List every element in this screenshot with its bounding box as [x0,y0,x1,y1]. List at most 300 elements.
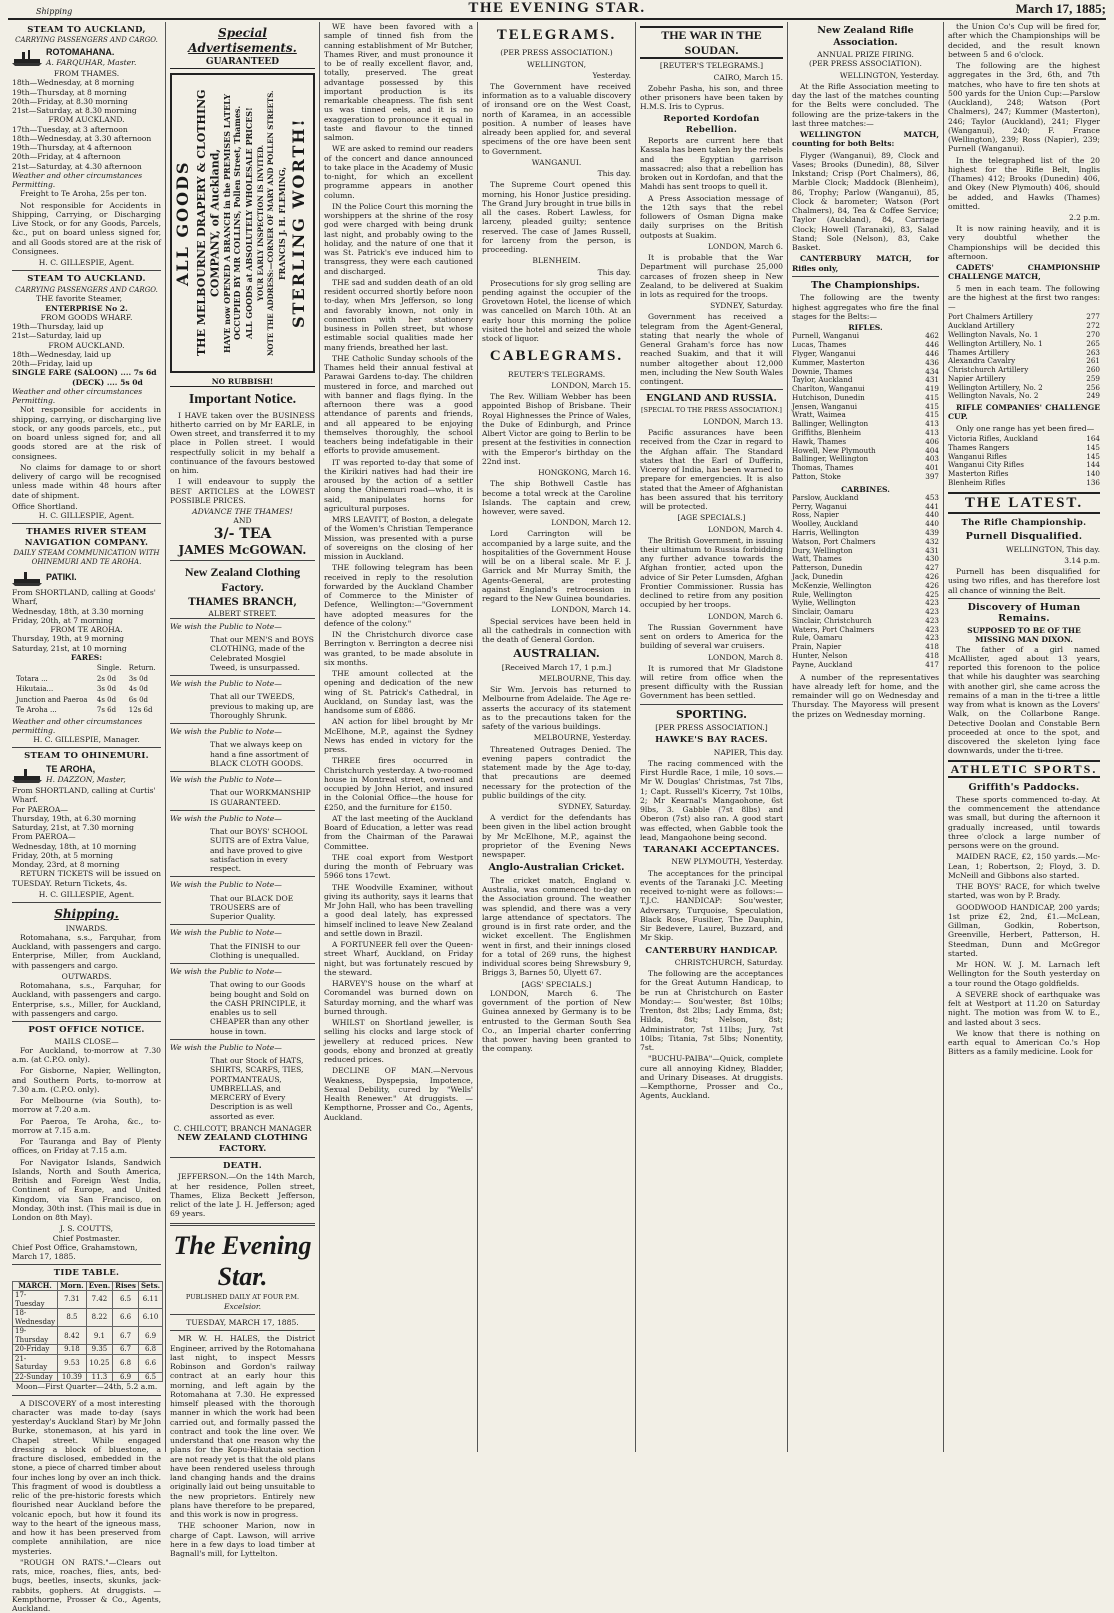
auckland-line: 19th—Thursday, at 4 afternoon [12,143,132,153]
from-auckland-heading: FROM AUCKLAND. [48,115,125,125]
auckland-subheading: CARRYING PASSENGERS AND CARGO. [15,36,158,45]
issue-date: TUESDAY, MARCH 17, 1885. [186,1318,299,1328]
dateline: WANGANUI. [531,157,582,167]
dateline-when: Yesterday. [592,70,631,80]
telegram-text: The Supreme Court opened this morning, his Honor Justice presiding. The Grand Jury brought in true bills in all the cases. Robert Lawless, for larceny, pleaded guilty; sentence reserved. The case of James Russell, for larceny from the person, is proceeding. [482,180,631,255]
tide-header-row: MARCH. Morn. Even. Rises Sets. [13,1281,163,1291]
tea-label: 3/- TEA [213,525,272,542]
column-1 [8,22,166,1613]
local-paragraph: IN the Christchurch divorce case Berrington v. Berrington a decree nisi was granted, to be made absolute in six months. [324,630,473,667]
larnach-text: Mr HON. W. J. M. Larnach left Wellington for the South yesterday on a tour round the Otago goldfields. [948,960,1100,988]
score-row: Hutchison, Dunedin 415 [792,392,939,402]
steamship-icon [12,568,42,586]
thames-line: 18th—Wednesday, at 8 morning [12,78,135,88]
te-aroha-line: Wednesday, 18th, at 10 morning [12,841,137,851]
local-paragraph: THE amount collected at the opening and dedication of the new wing of St. Patrick's Cathedral, in Auckland, on Sunday last, was the handsome sum of £886. [324,669,473,715]
company-row: Blenheim Rifles 136 [948,477,1100,487]
shipping-heading: Shipping. [54,907,119,922]
fares-row: Hikutaia... 3s 0d 4s 0d [16,685,149,694]
local-paragraph: THE coal export from Westport during the month of February was 5966 tons 17cwt. [324,852,473,881]
column-4 [478,22,636,1452]
vertical-line: THE MELBOURNE DRAPERY & CLOTHING COMPANY, of Auckland, [194,89,221,357]
enterprise-auckland-heading: FROM AUCKLAND. [48,340,125,350]
post-heading: POST OFFICE NOTICE. [28,1025,145,1036]
score-row: Griffiths, Blenheim 413 [792,427,939,437]
tide-heading: TIDE TABLE. [53,1268,120,1279]
team-row: Wellington Artillery, No. 1 265 [948,338,1100,348]
steamship-icon [12,765,42,783]
score-row: Hunter, Nelson 418 [792,650,939,660]
vertical-line: ALL GOODS at ABSOLUTELY WHOLESALE PRICES! [243,107,254,340]
advance-thames: ADVANCE THE THAMES! [192,507,293,517]
score-row: Ballinger, Wellington 413 [792,419,939,429]
fares-header-row: Single. Return. [96,664,156,673]
te-aroha-line: From PAEROA— [12,832,76,842]
cable-text: Lord Carrington will be accompanied by a large suite, and the hospitalities of the Government House will be on a liberal scale. Mr F. J. Garrick and Mr Murray Smith, the Agents-General, are protesting against England's retrocession in regard to the New Guinea boundaries. [482,529,631,604]
aus-text: Sir Wm. Jervois has returned to Melbourne from Adelaide. The Age re-asserts the accuracy of its statement as to the precautions taken for the safety of the various buildings. [482,685,631,732]
company-row: Wanganui Rifles 145 [948,451,1100,461]
motto: Excelsior. [223,1301,262,1311]
canterbury-text: The following are the acceptances for the Great Autumn Handicap, to be run at Christchurch on Easter Monday:— Sou'wester, 8st 10lbs; Trenton, 8st 2lbs; Lady Emma, 8st; Hilda, 8st; Nelson, 8st; Administrator, 7st 11lbs; Jury, 7st 10lbs; Titania, 7st 5lbs; Nonentity, 7st. [640,969,783,1053]
note-item: We wish the Public to Note— That all our TWEEDS, previous to making up, are Thoroughly Shrunk. [170,675,315,723]
match-text: Flyger (Wanganui), 89, Clock and Vases; Brooks (Dunedin), 88, Silver Inkstand; Crisp (Port Chalmers), 86, Marble Clock; Maddock (Blenheim), 86, Trophy; Parlow (Wanganui), 85, Clock & barometer; Watson (Port Chalmers), 84, Tea & Coffee Service; Taylor (Auckland), 84, Carriage Clock; Howell (Taranaki), 83, Salad Stand; Sole (Nelson), 83, Cake Basket. [792,150,939,253]
weather-note: Weather and other circumstances Permitting. [12,170,143,190]
steamship-icon [12,48,42,66]
auckland-line: 20th—Friday, at 4 afternoon [12,152,121,162]
agents-heading: [AGS' SPECIALS.] [521,979,592,989]
important-notice-heading: Important Notice. [188,392,297,408]
auckland-heading: STEAM TO AUCKLAND, [27,25,146,35]
telegrams-heading: TELEGRAMS. [496,27,617,43]
telegram-text: The Government have received information as to a valuable discovery of ironsand ore on the West Coast, north of Karamea, in an accessible position. A number of leases have already been applied for, and several specimens of the ore have been sent to Government. [482,81,631,156]
tide-row: 19-Thursday 8.42 9.1 6.7 6.9 [13,1327,163,1345]
outwards-heading: OUTWARDS. [61,971,112,981]
fares-row: Te Aroha ... 7s 6d 12s 6d [16,706,153,715]
rifle-companies-list [948,435,1100,488]
te-aroha-line: Thursday, 19th, at 6.30 morning [12,813,137,823]
local-paragraph: A FORTUNEER fell over the Queen-street Wharf, Auckland, on Friday night, but was fortunately rescued by the steward. [324,940,473,977]
column-5 [636,22,788,1452]
goods-wharf-heading: FROM GOODS WHARF. [40,312,133,322]
enterprise-intro: THE favorite Steamer, [36,294,123,304]
cable-text: The ship Bothwell Castle has become a total wreck at the Caroline Islands. The captain and crew, however, were saved. [482,479,631,517]
inwards-text: Rotomahana, s.s., Farquhar, from Auckland, with passengers and cargo. Enterprise, Miller, from Auckland, with passengers and cargo. [12,932,161,970]
thames-line: 21st—Saturday, at 8.30 morning [12,106,137,116]
team-row: Alexandra Cavalry 261 [948,356,1100,366]
purnell-text: Purnell has been disqualified for using two rifles, and has therefore lost all chance of winning the Belt. [948,567,1100,595]
team-row: Wellington Navals, No. 1 270 [948,329,1100,339]
score-row: Perry, Waganui 441 [792,501,939,511]
post-line: For Navigator Islands, Sandwich Islands, North and South America, British and Foreign West India, Continent of Europe, and United Kingdom, via San Francisco, on Monday, 30th inst. (This mail is due in London on 8th May). [12,1157,161,1222]
navco-subheading: DAILY STEAM COMMUNICATION WITH OHINEMURI AND TE AROHA. [13,548,160,566]
score-row: Rule, Oamaru 423 [792,633,939,643]
melbourne-drapery-advert [170,73,315,373]
dateline: LONDON, March 14. [551,605,631,615]
enterprise-weather: Weather and other circumstances Permitting. [12,386,143,405]
canterbury-match: CANTERBURY MATCH, for Rifles only, [792,254,939,273]
sporting-heading: SPORTING. [676,707,747,721]
dateline: MELBOURNE, This day. [538,673,631,683]
kordofan-text: Reports are current here that Kassala has been taken by the rebels and the Egyptian garrison massacred; also that a rebellion has broken out in Kordofan, and that the Mahdi has sent troops to quell it. [640,136,783,192]
dateline: BLENHEIM. [532,256,581,266]
te-aroha-from: From SHORTLAND, calling at Curtis' Wharf. [12,786,156,805]
special-adverts-heading: Special Advertisements. [188,26,297,55]
score-row: Wylie, Wellington 423 [792,598,939,608]
vertical-line: STERLING WORTH! [289,117,309,329]
griffith-heading: Griffith's Paddocks. [968,782,1080,794]
score-row: Jack, Dunedin 426 [792,571,939,581]
company-row: Thames Rangers 145 [948,442,1100,452]
nzcf-footer: NEW ZEALAND CLOTHING FACTORY. [177,1133,308,1154]
earthquake-text: A SEVERE shock of earthquake was felt at Westport at 11.20 on Saturday night. The motion was from W. to E., and lasted about 3 secs. [948,989,1100,1027]
london8-text: It is rumored that Mr Gladstone will retire from office when the present difficulty with the Russian Government has been settled. [640,663,783,701]
patiki-line: Friday, 20th, at 7 morning [12,615,113,625]
aus-text: Threatened Outrages Denied. The evening papers contradict the statement made by the Age to-day, that precautions are deemed necessary for the protection of the public buildings of the city. [482,744,631,800]
vertical-line: FRANCIS J. H. FLEMING, [276,166,287,280]
team-row: Wellington Artillery, No. 2 256 [948,382,1100,392]
column-2 [166,22,320,1559]
note-item: We wish the Public to Note— That we always keep on hand a fine assortment of BLACK CLOTH GOODS. [170,723,315,771]
rifle-championship-heading: The Rifle Championship. [961,517,1087,528]
rifle-intro: At the Rifle Association meeting to day the last of the matches counting for the Belts were concluded. The following are the prize-takers in the last three matches:— [792,81,939,128]
russia-sub: [SPECIAL TO THE PRESS ASSOCIATION.] [641,405,782,414]
score-row: McKenzie, Wellington 426 [792,580,939,590]
steam2-heading: STEAM TO AUCKLAND. [27,274,146,285]
carbines-heading: CARBINES. [841,484,890,494]
score-row: Ballinger, Wellington 403 [792,454,939,464]
tide-row: 22-Sunday 10.39 11.3 6.9 6.5 [13,1372,163,1382]
team-row: Thames Artillery 263 [948,347,1100,357]
press-association: (PER PRESS ASSOCIATION.) [500,48,613,58]
single-fare-deck: (DECK) .... 5s 0d [72,377,143,387]
company-row: Masterton Rifles 140 [948,469,1100,479]
score-row: Downie, Thames 434 [792,366,939,376]
championships-heading: The Championships. [811,279,920,291]
team-row: Auckland Artillery 272 [948,321,1100,331]
dateline: LONDON, March 6. [707,241,783,251]
auckland-line: 17th—Tuesday, at 3 afternoon [12,124,128,134]
te-aroha-line: Saturday, 21st, at 7.30 morning [12,823,135,833]
newspaper-page [8,22,1108,1613]
vertical-line: ALL GOODS [173,160,192,286]
tide-row: 20-Friday 9.18 9.35 6.7 6.8 [13,1345,163,1355]
score-row: Woolley, Auckland 440 [792,519,939,529]
discovery-article: A DISCOVERY of a most interesting character was made to-day (says yesterday's Auckland Star) by Mr John Burke, stonemason, at his yard in Chapel street. While engaged dressing a block of bluestone, a fracture disclosed, embedded in the stone, a piece of charred timber about four inches long by over an inch thick. This fragment of wood is doubtless a relic of the pre-historic forests which flourished near Auckland before the volcanic epoch, but how it found its way to the heart of the igneous mass, and how it has been preserved from complete annihilation, are nice mysteries. [12,1398,161,1556]
post-sign2: Chief Postmaster. [52,1233,121,1243]
cairo-text: Zobehr Pasha, his son, and three other prisoners have been taken by H.M.S. Iris to Cyprus. [640,83,783,112]
ship-advert-rotomahana [12,47,161,67]
dateline: NEW PLYMOUTH, Yesterday. [671,857,783,867]
cable-text: The Rev. William Webber has been appointed Bishop of Brisbane. Their Royal Highnesses the Prince of Wales, the Duke of Edinburgh, and Prince Albert Victor are going to Berlin to be present at the festivities in connection with the Emperor's birthday on the 22nd inst. [482,392,631,466]
cablegrams-heading: CABLEGRAMS. [489,348,624,365]
patiki-line: Thursday, 19th, at 9 morning [12,634,125,644]
dateline: MELBOURNE, Yesterday. [533,733,631,743]
local-paragraph: WHILST on Shortland jeweller, is selling his clocks and large stock of jewellery at reduced prices. New goods, ebony and bronzed at greatly reduced prices. [324,1018,473,1064]
enterprise-claims: No claims for damage to or short delivery of cargo will be recognised unless made within 48 hours after date of shipment. [12,462,161,500]
important-notice-text2: I will endeavour to supply the BEST ARTICLES at the LOWEST POSSIBLE PRICES. [170,477,315,505]
score-row: Rule, Wellington 425 [792,589,939,599]
dateline: WELLINGTON, Yesterday. [839,70,939,80]
dateline: HONGKONG, March 16. [538,468,631,478]
fares-row: Totara ... 2s 0d 3s 0d [16,674,149,683]
dateline: WELLINGTON, [526,59,586,69]
ship-advert-patiki [12,568,161,586]
albert-street: ALBERT STREET. [208,608,277,618]
agent-sign: H. C. GILLESPIE, Agent. [38,258,135,268]
masthead [8,2,1106,20]
te-aroha-return: RETURN TICKETS will be issued on TUESDAY. Return Tickets, 4s. [12,869,161,888]
goods-line: 21st—Saturday, laid up [12,331,102,341]
post-line: For Melbourne (via South), to-morrow at 7.20 a.m. [12,1096,161,1115]
navco-heading: THAMES RIVER STEAM NAVIGATION COMPANY. [24,527,149,548]
rifles-heading: RIFLES. [848,323,883,333]
enterprise-agent: H. C. GILLESPIE, Agent. [38,511,135,520]
fares-agent: H. C. GILLESPIE, Manager. [33,735,140,745]
post-office: Chief Post Office, Grahamstown, March 17, 1885. [12,1242,138,1261]
fares-table [12,662,161,717]
score-row: Watson, Port Chalmers 432 [792,536,939,546]
score-row: Taylor, Auckland 431 [792,375,939,385]
rats-advert: "ROUGH ON RATS."—Clears out rats, mice, roaches, flies, ants, bed-bugs, beetles, insects, skunks, jack-rabbits, gophers. At druggists. — Kempthorne, Prosser & Co., Agents, Auckland. [12,1557,161,1613]
auckland-line: 21st—Saturday, at 4.30 afternoon [12,161,142,171]
ship-advert-te-aroha [12,764,161,784]
post-line: For Gisborne, Napier, Wellington, and Southern Ports, to-morrow at 7.30 a.m. (C.P.O. only). [12,1066,161,1094]
telegram-text: Prosecutions for sly grog selling are pending against the occupier of the Grovetown Hotel, the license of which was cancelled on March 10th. At an early hour this morning the police visited the hotel and seized the whole stock of liquor. [482,278,631,344]
score-row: Howell, New Plymouth 404 [792,445,939,455]
remains-text: The father of a girl named McAllister, aged about 13 years, reported this forenoon to the police that while his daughter was searching with another girl, she came across the remains of a man in the ti-tree a little way from what is known as the Lovers' Walk, on the Collarbone Range. Detective Doolan and Constable Bern proceeded at once to the spot, and discovered the skeleton lying face downwards, under the ti-tree. [948,644,1100,756]
score-row: Lucas, Thames 446 [792,340,939,350]
paper-title: THE EVENING STAR. [468,0,646,16]
te-aroha-line: Monday, 23rd, at 8 morning [12,860,120,870]
company-row: Wanganui City Rifles 144 [948,460,1100,470]
published-daily: PUBLISHED DAILY AT FOUR P.M. [185,1292,300,1301]
score-row: Payne, Auckland 417 [792,659,939,669]
column-7 [944,22,1104,1452]
dateline-when: This day. [597,267,631,277]
cadets-heading: CADETS' CHAMPIONSHIP CHALLENGE MATCH, [948,263,1100,282]
score-row: Flyger, Wanganui 446 [792,348,939,358]
death-notice: JEFFERSON.—On the 14th March, at her residence, Pollen street, Thames, Eliza Beckett Jefferson, relict of the late J. H. Jefferson; aged 69 years. [170,1172,315,1219]
sydney-text: Government has received a telegram from the Agent-General, stating that nearly the whole of General Graham's force has now reached Suakim, and that it will number altogether about 12,000 men, including the New South Wales contingent. [640,312,783,387]
from-thames-heading: FROM THAMES. [53,69,120,79]
boys-race: THE BOYS' RACE, for which twelve started, was won by P. Brady. [948,882,1100,901]
local-paragraph: THE sad and sudden death of an old resident occurred shortly before noon to-day, when Mrs Jefferson, so long and favorably known, not only in connection with her stationery business in Pollen street, but whose estimable social qualities made her many friends, breathed her last. [324,277,473,352]
taranaki-heading: TARANAKI ACCEPTANCES. [643,845,780,856]
note-item: We wish the Public to Note— That our BOYS' SCHOOL SUITS are of Extra Value, and have proved to give satisfaction in every respect. [170,810,315,877]
age-specials: [AGE SPECIALS.] [677,513,746,523]
latest-heading: THE LATEST. [948,492,1100,514]
local-paragraph: AT the last meeting of the Auckland Board of Education, a letter was read from the Chairman of the Parawai Committee. [324,813,473,851]
tide-moon: Moon—First Quarter—24th, 5.2 a.m. [15,1382,158,1392]
remains-heading: Discovery of Human Remains. [967,601,1081,625]
score-row: Harris, Wellington 439 [792,528,939,538]
te-aroha-agent: H. C. GILLESPIE, Agent. [38,889,135,899]
note-item: We wish the Public to Note— That our MEN'S and BOYS CLOTHING, made of the Celebrated Mosgiel Tweed, is unsurpassed. [170,618,315,675]
racing-text: The racing commenced with the First Hurdle Race, 1 mile, 10 sovs.—Mr W. Douglas' Christmas, 7st 7lbs, 1; Capt. Russell's Kicerry, 7st 10lbs, 2; Mr Kearnal's Mangaohone, 6st 9lbs, 3. Gabble (7st 8lbs) and Oberon (7st) also ran. A good start was effected, when Gabble took the lead, Mangaohone being second. [640,758,783,842]
press-text: A Press Association message of the 12th says that the rebel followers of Osman Digna make daily surprises on the British outposts at Suakim. [640,193,783,240]
team-row: Wellington Navals, No. 2 249 [948,391,1100,401]
local-paragraph: MRS LEAVITT, of Boston, a delegate of the Women's Christian Temperance Mission, was presented with a purse of sovereigns on the closing of her mission in Auckland. [324,515,473,561]
local-paragraph: WE have been favored with a sample of tinned fish from the canning establishment of Mr Butcher, Thames River, and must pronounce it to be of really excellent flavor, and, totally, preserved. The great advantage possessed by this important production is its remarkable cheapness. The fish sent us was tinned eels, and it is no exaggeration to pronounce it equal in taste and flavour to the tinned salmon. [324,22,473,142]
local-paragraph: THE Catholic Sunday schools of the Thames held their annual festival at Parawai Gardens to-day. The children mustered in force, and marched out with banner and flags flying. In the afternoon there was a good attendance of parents and friends, and all appeared to be enjoying themselves thoroughly, the school teachers being indefatigable in their efforts to provide amusement. [324,353,473,456]
team-row: Port Chalmers Artillery 277 [948,312,1100,322]
post-sub: MAILS CLOSE— [54,1036,119,1046]
maiden-race: MAIDEN RACE, £2, 150 yards.—Mc-Lean, 1; Robertson, 2; Floyd, 3. D. McNeill and Gibbons also started. [948,852,1100,880]
russia-text: Pacific assurances have been received from the Czar in regard to the Afghan affair. The Standard states that the Earl of Dufferin, Viceroy of India, has been warned to prepare for emergencies. It is also stated that the Ameer of Afghanistan has been assured that his territory will be protected. [640,428,783,512]
company-row: Victoria Rifles, Auckland 164 [948,433,1100,443]
dateline: LONDON, March 8. [707,652,783,662]
rifle-companies-intro: Only one range has yet been fired— [956,423,1095,433]
score-row: Hawk, Thames 406 [792,436,939,446]
london6-text: It is probable that the War Department will purchase 25,000 carcases of frozen sheep in New Zealand, to be delivered at Suakim in lots as required for the troops. [640,253,783,299]
dateline: LONDON, March 12. [551,518,631,528]
remains-sub: SUPPOSED TO BE OF THE MISSING MAN DIXON. [967,626,1081,645]
aggregates-text: The following are the highest aggregates in the 3rd, 6th, and 7th matches, who have to fire ten shots at 500 yards for the Union Cup:—Parslow (Auckland), 248; Watson (Port Chalmers), 247; Kummer (Masterton), 246; Taylor (Auckland), 241; Flyger (Wanganui), 240; F. France (Wellington), 239; Ross (Napier), 239; Purnell (Wanganui). [948,61,1100,154]
note-item: We wish the Public to Note— That our Stock of HATS, SHIRTS, SCARFS, TIES, PORTMANTEAUS, UMBRELLAS, and MERCERY of Every Description is as well assorted as ever. [170,1039,315,1124]
te-aroha-line: Friday, 20th, at 5 morning [12,850,113,860]
local-paragraph: IT was reported to-day that some of the Kirikiri natives had had their ire aroused by the action of a settler along the Ohinemuri road—who, it is said, manipulates horns for agricultural purposes. [324,457,473,513]
note-item: We wish the Public to Note— That our BLACK DOE TROUSERS are of Superior Quality. [170,876,315,924]
russia-heading: ENGLAND AND RUSSIA. [646,393,777,405]
patiki-line: From SHORTLAND, calling at Goods' Wharf, [12,588,156,607]
canterbury-heading: CANTERBURY HANDICAP. [645,945,778,956]
patiki-line: Wednesday, 18th, at 3.30 morning [12,606,144,616]
taranaki-text: The acceptances for the principal events of the Taranaki J.C. Meeting received to-night were as follows:— T.J.C. HANDICAP: Sou'wester, Adversary, Turquoise, Speculation, Black Rose, Fusilier, The Dauphin, Sir Bedevere, Laurel, Buzzard, and Mr Skip. [640,868,783,943]
liability-note: Not responsible for Accidents in Shipping, Carrying, or Discharging Live Stock, or for any Goods, Parcels, &c., put on board unless signed for, and all Goods stored are at the risk of Consignees. [12,200,161,256]
dateline: SYDNEY, Saturday. [558,802,631,812]
steam2-subheading: CARRYING PASSENGERS AND CARGO. [15,285,158,294]
patiki-line: Saturday, 21st, at 10 morning [12,643,127,653]
reuters-label: REUTER'S TELEGRAMS. [507,369,606,379]
score-row: Watt, Thames 430 [792,554,939,564]
cadets-intro: 5 men in each team. The following are the highest at the first two ranges:— [948,283,1100,312]
handicap-race: GOODWOOD HANDICAP, 200 yards; 1st prize £2, 2nd, £1.—McLean, Gillman, Godkin, Robertson, Greenville, Herbert, Patterson, H. Steedman, Dunn and McGregor started. [948,902,1100,958]
local-paragraph: DECLINE OF MAN.—Nervous Weakness, Dyspepsia, Impotence, Sexual Debility, cured by "Wells' Health Renewer." At druggists. — Kempthorne, Prosser and Co., Agents, Auckland. [324,1066,473,1122]
death-heading: DEATH. [222,1160,263,1171]
score-row: Kummer, Masterton 436 [792,357,939,367]
goods-line: 19th—Thursday, laid up [12,322,104,331]
tide-row: 18-Wednesday 8.5 8.22 6.6 6.10 [13,1309,163,1327]
enterprise-note: Not responsible for accidents in shipping, carrying, or discharging live stock, or any goods parcels, etc., put on board unless signed for, and all goods stored are at the risk of consignees. [12,405,161,461]
war-heading: THE WAR IN THE SOUDAN. [640,26,783,59]
patiki-name: PATIKI. [46,571,77,582]
local-paragraph: AN action for libel brought by Mr McElhone, M.P., against the Sydney News has ended in victory for the press. [324,717,473,754]
score-row: Waters, Port Chalmers 423 [792,624,939,634]
tide-table [12,1281,163,1383]
rifle-association-heading: New Zealand Rifle Association. [817,25,914,48]
fares-note: Weather and other circumstances permitting. [12,716,143,735]
auckland-line: 18th—Wednesday, at 3.30 afternoon [12,133,152,143]
post-line: For Paeroa, Te Aroha, &c., to-morrow at 7.15 a.m. [12,1116,161,1135]
dateline: LONDON, March 4. [707,524,783,534]
column-3 [320,22,478,1452]
annual-prize: ANNUAL PRIZE FIRING. [817,50,914,60]
score-row: Thomas, Thames 401 [792,463,939,473]
rifle-companies-heading: RIFLE COMPANIES' CHALLENGE CUP. [948,403,1100,422]
tide-row: 17-Tuesday 7.31 7.42 6.5 6.11 [13,1291,163,1309]
raining-text: It is now raining heavily, and it is very doubtful whether the Championships will be decided this afternoon. [948,224,1100,261]
london6b-text: The Russian Government have sent on orders to America for the building of several war cruisers. [640,622,783,651]
tide-row: 21-Saturday 9.53 10.25 6.8 6.6 [13,1354,163,1372]
thames-line: 20th—Friday, at 8.30 morning [12,96,128,106]
rifles-list [792,332,939,481]
score-row: Patterson, Dunedin 427 [792,563,939,573]
score-row: Sinclair, Oamaru 423 [792,607,939,617]
note-item: We wish the Public to Note— That the FINISH to our Clothing is unequalled. [170,924,315,963]
mcgowan-label: JAMES McGOWAN. [178,542,307,557]
telegraph-text: In the telegraphed list of the 20 highest for the Rifle Belt, Inglis (Thames) 412; Brooks (Dunedin) 406, and Okey (New Plymouth) 406, should be added, and Hawks (Thames) omitted. [948,155,1100,211]
dateline: NAPIER, This day. [713,747,783,757]
and-label: AND [233,516,252,526]
kordofan-heading: Reported Kordofan Rebellion. [663,114,760,135]
dateline-when: This day. [597,169,631,179]
local-paragraph: HARVEY'S house on the wharf at Coromandel was burned down on Saturday morning, and the wharf was burned through. [324,979,473,1016]
ship-name: ROTOMAHANA. [46,46,115,57]
note-item: We wish the Public to Note— That owing to our Goods being bought and Sold on the CASH PRINCIPLE, it enables us to sell CHEAPER than any other house in town. [170,963,315,1039]
enterprise-auckland-line: 18th—Wednesday, laid up [12,349,111,359]
important-notice-text: I HAVE taken over the BUSINESS hitherto carried on by Mr EARLE, in Owen street, and transferred it to my place in Pollen street. I would respectfully solicit in my behalf a continuance of the favours bestowed on him. [170,410,315,476]
editorial-article2: THE schooner Marion, now in charge of Capt. Lawson, will arrive here in a few days to load timber at Bagnall's mill, for Lyttelton. [170,1521,315,1559]
freight-note: Freight to Te Aroha, 25s per ton. [20,189,147,199]
sporting-sub: [PER PRESS ASSOCIATION.] [655,723,768,733]
score-row: Jensen, Wanganui 415 [792,401,939,411]
vertical-line: YOUR EARLY INSPECTION IS INVITED. [255,145,265,302]
teams-list [948,313,1100,401]
cable-text: Special services have been held in all the cathedrals in connection with the death of General Gordon. [482,616,631,645]
score-row: Ross, Napier 440 [792,510,939,520]
local-paragraph: IN the Police Court this morning the worshippers at the shrine of the rosy god were charged with being drunk last night, and probably owing to the holiday, and the nature of one that it was St. Patrick's eve induced him to transgress, they were each cautioned and discharged. [324,201,473,276]
ship-master: A. FARQUHAR, Master. [46,57,137,67]
single-fare: SINGLE FARE (SALOON) .... 7s 6d [12,368,157,378]
dateline-time: 3.14 p.m. [1064,556,1100,566]
sports-text: These sports commenced to-day. At the commencement the attendance was small, but during the afternoon it gradually increased, until towards three o'clock a large number of persons were on the ground. [948,794,1100,851]
chilcott: C. CHILCOTT, BRANCH MANAGER [173,1123,312,1133]
score-row: Sinclair, Christchurch 423 [792,615,939,625]
fares-heading: FARES: [70,652,103,662]
post-line: For Tauranga and Bay of Plenty offices, on Friday at 7.15 a.m. [12,1137,161,1156]
local-paragraph: THE Woodville Examiner, without giving its authority, says it learns that Mr John Hall, who has been travelling a good deal lately, has expressed himself inclined to leave New Zealand and settle down in Brazil. [324,882,473,938]
vertical-line: HAVE now OPENED A BRANCH in the PREMISES LATELY OCCUPIED BY MR COLLINS, Pollen Street, Thames. [222,93,243,353]
team-row: Napier Artillery 259 [948,373,1100,383]
local-paragraph: WE are asked to remind our readers of the concert and dance announced to take place in the Academy of Music to-night, for which an excellent programme appears in another column. [324,144,473,200]
aus-text: A verdict for the defendants has been given in the libel action brought by Mr McElhone, M.P., against the proprietor of the Evening News newspaper. [482,813,631,860]
note-item: We wish the Public to Note— That our WORKMANSHIP IS GUARANTEED. [170,771,315,810]
local-paragraph: THE following telegram has been received in reply to the resolution forwarded by the Auckland Chamber of Commerce to the Minister of Defence, Wellington:—"Government have adopted measures for the defence of the colony." [324,563,473,628]
received-label: [Received March 17, 1 p.m.] [501,662,612,672]
ohinemuri-heading: STEAM TO OHINEMURI. [24,751,149,762]
agents-text: LONDON, March 6. The government of the portion of New Guinea annexed by Germany is to be entrusted to the German South Sea Co., an Imperial charter conferring that power having been granted to the company. [482,988,631,1054]
score-row: Parslow, Auckland 453 [792,492,939,502]
score-row: Patton, Stoke 397 [792,471,939,481]
hop-bitters-text: We know that there is nothing on earth equal to American Co.'s Hop Bitters as a family medicine. Look for [948,1028,1100,1057]
rifle-foot-text: A number of the representatives have already left for home, and the remainder will go on Wednesday and Thursday. The Mayoress will present the prizes on Wednesday morning. [792,672,939,719]
score-row: Prain, Napier 418 [792,642,939,652]
masthead-section: Shipping [36,7,73,17]
guaranteed-label: GUARANTEED [170,57,315,69]
fares-row: Junction and Paeroa 4s 0d 6s 0d [16,695,149,704]
dateline-time: 2.2 p.m. [1069,213,1100,222]
no-rubbish: NO RUBBISH! [170,377,315,387]
post-line: For Auckland, to-morrow at 7.30 a.m. (at C.P.O. only). [12,1045,161,1064]
carbines-list [792,494,939,670]
te-aroha-line: For PAEROA— [12,804,68,814]
masthead-date: March 17, 1885; [1015,1,1106,17]
outwards-text: Rotomahana, s.s., Farquhar, for Auckland, with passengers and cargo. Enterprise, s.s., Miller, for Auckland, with passengers and cargo. [12,981,161,1018]
press-association: (PER PRESS ASSOCIATION). [809,59,922,69]
nzcf-heading: New Zealand Clothing Factory. [184,565,301,594]
athletic-heading: ATHLETIC SPORTS. [948,760,1100,779]
cricket-heading: Anglo-Australian Cricket. [488,862,625,874]
